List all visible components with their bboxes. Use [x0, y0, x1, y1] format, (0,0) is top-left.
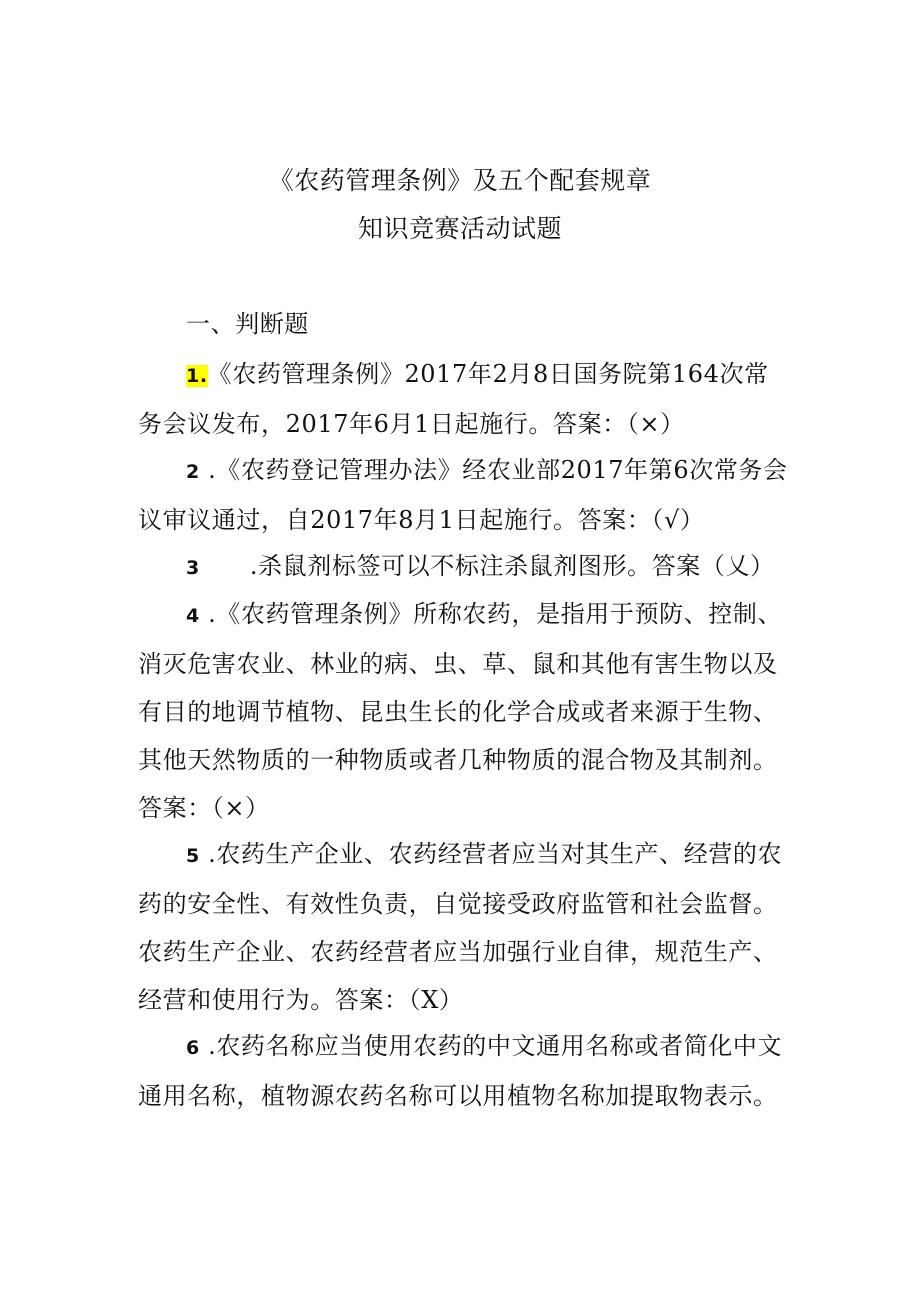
question-number: 3 — [186, 557, 200, 579]
question-text: .杀鼠剂标签可以不标注杀鼠剂图形。答案（乂） — [249, 552, 775, 580]
question-text: .农药生产企业、农药经营者应当对其生产、经营的农药的安全性、有效性负责，自觉接受政府监管和社会监督。农药生产企业、农药经营者应当加强行业自律，规范生产、经营和使用行为。答案：（X） — [138, 840, 783, 1014]
question-item — [138, 830, 788, 1024]
question-text: .《农药管理条例》所称农药，是指用于预防、控制、消灭危害农业、林业的病、虫、草、鼠和其他有害生物以及有目的地调节植物、昆虫生长的化学合成或者来源于生物、其他天然物质的一种物质或者几种物质的混合物及其制剂。答案：（×） — [138, 600, 783, 822]
section-heading: 一、判断题 — [186, 310, 309, 338]
question-number-highlighted: 1. — [186, 365, 208, 387]
question-item — [138, 542, 788, 592]
question-item — [138, 1022, 788, 1120]
question-number: 2 — [186, 461, 200, 483]
document-title-line1: 《农药管理条例》及五个配套规章 — [268, 166, 652, 195]
question-number: 6 — [186, 1037, 200, 1059]
question-number: 5 — [186, 845, 200, 867]
question-text: .农药名称应当使用农药的中文通用名称或者简化中文通用名称，植物源农药名称可以用植物名称加提取物表示。 — [138, 1032, 783, 1110]
question-item — [138, 350, 788, 448]
question-item — [138, 446, 788, 544]
question-text: 《农药管理条例》2017年2月8日国务院第164次常务会议发布，2017年6月1日起施行。答案：（×） — [138, 360, 769, 438]
question-number: 4 — [186, 605, 200, 627]
question-item — [138, 590, 788, 832]
document-title-line2: 知识竞赛活动试题 — [357, 214, 562, 243]
question-text: .《农药登记管理办法》经农业部2017年第6次常务会议审议通过，自2017年8月1日起施行。答案：（√） — [138, 456, 788, 534]
